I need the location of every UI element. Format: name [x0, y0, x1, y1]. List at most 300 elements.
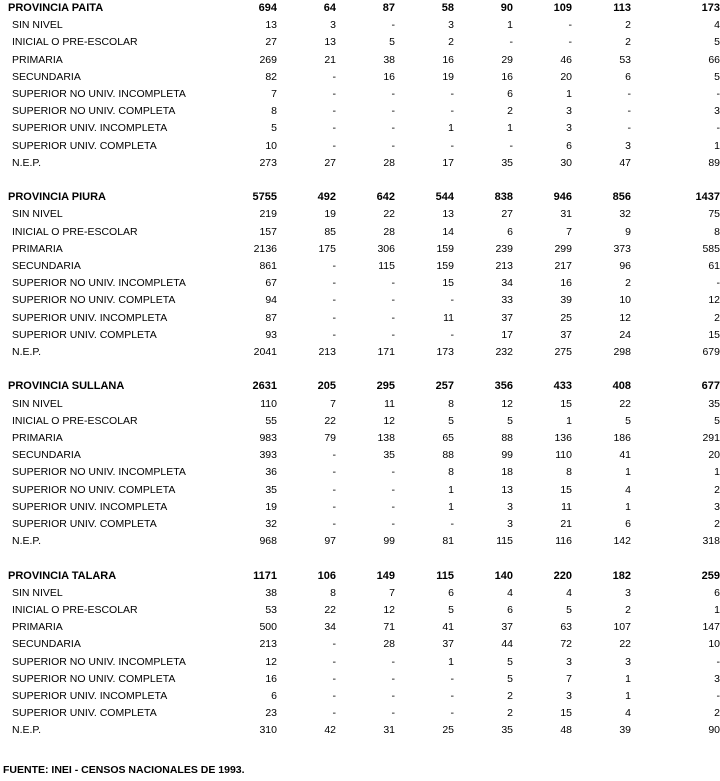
value-cell: 82: [265, 70, 277, 83]
value-cell: 5: [448, 414, 454, 427]
value-cell: 39: [560, 294, 572, 307]
table-row: [0, 138, 720, 155]
value-cell: 7: [566, 225, 572, 238]
value-cell: -: [391, 466, 395, 479]
value-cell: -: [716, 655, 720, 668]
education-level-label: INICIAL O PRE-ESCOLAR: [12, 36, 138, 49]
value-cell: -: [332, 672, 336, 685]
value-cell: 4: [507, 586, 513, 599]
value-cell: 96: [619, 260, 631, 273]
value-cell: 136: [554, 432, 572, 445]
education-level-label: SUPERIOR NO UNIV. COMPLETA: [12, 105, 176, 118]
education-level-label: PRIMARIA: [12, 432, 63, 445]
value-cell: 147: [702, 621, 720, 634]
education-level-label: SUPERIOR NO UNIV. INCOMPLETA: [12, 466, 186, 479]
value-cell: 2: [625, 604, 631, 617]
value-cell: 65: [442, 432, 454, 445]
province-total-cell: 433: [553, 380, 572, 393]
education-level-label: SUPERIOR UNIV. INCOMPLETA: [12, 122, 168, 135]
value-cell: 90: [708, 724, 720, 737]
education-level-label: INICIAL O PRE-ESCOLAR: [12, 225, 138, 238]
province-total-cell: 257: [435, 380, 454, 393]
value-cell: -: [332, 449, 336, 462]
value-cell: -: [332, 638, 336, 651]
value-cell: -: [391, 139, 395, 152]
province-total-cell: 856: [612, 191, 631, 204]
value-cell: 94: [265, 294, 277, 307]
value-cell: 33: [501, 294, 513, 307]
table-row: [0, 17, 720, 34]
value-cell: -: [627, 88, 631, 101]
province-total-cell: 677: [701, 380, 720, 393]
education-level-label: SUPERIOR NO UNIV. INCOMPLETA: [12, 655, 186, 668]
value-cell: -: [391, 500, 395, 513]
value-cell: 28: [383, 225, 395, 238]
province-header-row: [0, 568, 720, 585]
value-cell: 1: [625, 672, 631, 685]
value-cell: 30: [560, 156, 572, 169]
value-cell: 175: [318, 242, 336, 255]
value-cell: -: [627, 122, 631, 135]
province-total-cell: 838: [494, 191, 513, 204]
value-cell: 6: [566, 139, 572, 152]
value-cell: 679: [702, 346, 720, 359]
value-cell: 8: [330, 586, 336, 599]
value-cell: 5: [714, 70, 720, 83]
value-cell: 6: [507, 225, 513, 238]
value-cell: -: [332, 105, 336, 118]
education-level-label: SECUNDARIA: [12, 638, 81, 651]
education-level-label: SIN NIVEL: [12, 208, 63, 221]
province-total-cell: 109: [553, 2, 572, 14]
value-cell: 1: [566, 414, 572, 427]
value-cell: 1: [714, 604, 720, 617]
education-level-label: N.E.P.: [12, 724, 41, 737]
value-cell: 213: [495, 260, 513, 273]
province-total-cell: 642: [376, 191, 395, 204]
education-level-label: N.E.P.: [12, 156, 41, 169]
value-cell: 85: [324, 225, 336, 238]
value-cell: 2: [714, 311, 720, 324]
province-total-cell: 90: [500, 2, 513, 14]
value-cell: 1: [566, 88, 572, 101]
value-cell: -: [332, 690, 336, 703]
value-cell: 110: [260, 397, 277, 410]
value-cell: 5: [389, 36, 395, 49]
source-note: FUENTE: INEI - CENSOS NACIONALES DE 1993.: [3, 764, 245, 776]
value-cell: 5: [625, 414, 631, 427]
education-level-label: PRIMARIA: [12, 242, 63, 255]
table-row: [0, 292, 720, 309]
value-cell: 22: [324, 604, 336, 617]
value-cell: 99: [383, 535, 395, 548]
province-total-cell: 694: [258, 2, 277, 14]
value-cell: 2041: [253, 346, 277, 359]
value-cell: -: [568, 19, 572, 32]
section-spacer: [0, 550, 720, 567]
province-total-cell: 492: [317, 191, 336, 204]
value-cell: 13: [442, 208, 454, 221]
value-cell: -: [391, 707, 395, 720]
value-cell: 1: [507, 122, 513, 135]
value-cell: 93: [265, 328, 277, 341]
value-cell: 15: [560, 483, 572, 496]
value-cell: 3: [714, 500, 720, 513]
province-total-cell: 220: [553, 569, 572, 582]
value-cell: 186: [613, 432, 631, 445]
value-cell: 500: [259, 621, 277, 634]
value-cell: -: [332, 122, 336, 135]
value-cell: 3: [330, 19, 336, 32]
value-cell: 8: [448, 397, 454, 410]
value-cell: 3: [507, 500, 513, 513]
section-spacer: [0, 361, 720, 378]
value-cell: 3: [566, 122, 572, 135]
province-name: PROVINCIA PAITA: [8, 2, 104, 14]
value-cell: -: [332, 707, 336, 720]
value-cell: 12: [383, 414, 395, 427]
value-cell: 24: [619, 328, 631, 341]
value-cell: -: [391, 690, 395, 703]
value-cell: 1: [448, 500, 454, 513]
value-cell: -: [332, 139, 336, 152]
table-row: [0, 52, 720, 69]
value-cell: 35: [708, 397, 720, 410]
value-cell: -: [332, 500, 336, 513]
value-cell: 19: [442, 70, 454, 83]
value-cell: 15: [708, 328, 720, 341]
table-row: [0, 516, 720, 533]
value-cell: 22: [324, 414, 336, 427]
value-cell: 72: [560, 638, 572, 651]
value-cell: 6: [625, 70, 631, 83]
province-total-cell: 113: [613, 2, 631, 14]
table-row: [0, 241, 720, 258]
province-header-row: [0, 378, 720, 395]
value-cell: 3: [625, 139, 631, 152]
value-cell: 159: [436, 260, 454, 273]
section-spacer: [0, 172, 720, 189]
table-row: [0, 155, 720, 172]
value-cell: -: [450, 690, 454, 703]
value-cell: 25: [560, 311, 572, 324]
table-row: [0, 120, 720, 137]
education-level-label: SUPERIOR UNIV. INCOMPLETA: [12, 690, 168, 703]
value-cell: 15: [560, 397, 572, 410]
value-cell: 34: [324, 621, 336, 634]
value-cell: -: [332, 260, 336, 273]
province-total-cell: 106: [317, 569, 336, 582]
value-cell: -: [391, 294, 395, 307]
value-cell: 7: [330, 397, 336, 410]
value-cell: 318: [702, 535, 720, 548]
value-cell: 11: [384, 397, 395, 410]
value-cell: 11: [443, 311, 454, 324]
value-cell: -: [716, 122, 720, 135]
value-cell: 71: [383, 621, 395, 634]
value-cell: 12: [383, 604, 395, 617]
value-cell: 89: [708, 156, 720, 169]
value-cell: 138: [377, 432, 395, 445]
value-cell: 5: [714, 414, 720, 427]
value-cell: 41: [442, 621, 454, 634]
value-cell: 5: [507, 672, 513, 685]
value-cell: 21: [324, 53, 336, 66]
education-level-label: SUPERIOR UNIV. COMPLETA: [12, 328, 157, 341]
value-cell: 75: [708, 208, 720, 221]
value-cell: -: [391, 328, 395, 341]
value-cell: 29: [501, 53, 513, 66]
table-row: [0, 206, 720, 223]
value-cell: 157: [259, 225, 277, 238]
value-cell: 2: [714, 518, 720, 531]
table-row: [0, 310, 720, 327]
value-cell: 37: [501, 311, 513, 324]
value-cell: 6: [507, 88, 513, 101]
education-level-label: SUPERIOR UNIV. INCOMPLETA: [12, 500, 168, 513]
value-cell: 48: [560, 724, 572, 737]
education-level-label: INICIAL O PRE-ESCOLAR: [12, 414, 138, 427]
value-cell: 115: [378, 260, 395, 273]
value-cell: 81: [442, 535, 454, 548]
education-level-label: N.E.P.: [12, 346, 41, 359]
value-cell: 19: [265, 500, 277, 513]
value-cell: 20: [708, 449, 720, 462]
value-cell: -: [332, 328, 336, 341]
value-cell: 2136: [253, 242, 277, 255]
value-cell: 5: [714, 36, 720, 49]
value-cell: 37: [501, 621, 513, 634]
value-cell: 53: [619, 53, 631, 66]
value-cell: 23: [265, 707, 277, 720]
value-cell: 38: [383, 53, 395, 66]
education-level-label: SECUNDARIA: [12, 70, 81, 83]
value-cell: 273: [259, 156, 277, 169]
province-total-cell: 205: [317, 380, 336, 393]
value-cell: -: [391, 672, 395, 685]
value-cell: 219: [259, 208, 277, 221]
value-cell: -: [450, 139, 454, 152]
value-cell: 275: [554, 346, 572, 359]
education-level-label: INICIAL O PRE-ESCOLAR: [12, 604, 138, 617]
value-cell: -: [391, 88, 395, 101]
value-cell: 61: [708, 260, 720, 273]
value-cell: 35: [265, 483, 277, 496]
value-cell: 35: [501, 156, 513, 169]
table-row: [0, 447, 720, 464]
value-cell: 1: [714, 139, 720, 152]
value-cell: 27: [265, 36, 277, 49]
value-cell: 6: [271, 690, 277, 703]
education-level-label: N.E.P.: [12, 535, 41, 548]
value-cell: 22: [383, 208, 395, 221]
value-cell: 2: [625, 36, 631, 49]
province-total-cell: 182: [612, 569, 631, 582]
value-cell: 13: [501, 483, 513, 496]
value-cell: 32: [265, 518, 277, 531]
value-cell: 17: [442, 156, 454, 169]
value-cell: 2: [625, 19, 631, 32]
value-cell: 97: [324, 535, 336, 548]
value-cell: -: [716, 690, 720, 703]
value-cell: 2: [507, 690, 513, 703]
table-row: [0, 499, 720, 516]
education-level-label: SUPERIOR NO UNIV. INCOMPLETA: [12, 88, 186, 101]
province-total-cell: 58: [441, 2, 454, 14]
value-cell: -: [450, 294, 454, 307]
value-cell: 8: [271, 105, 277, 118]
value-cell: 4: [625, 483, 631, 496]
value-cell: 21: [560, 518, 572, 531]
value-cell: 17: [501, 328, 513, 341]
value-cell: 217: [554, 260, 572, 273]
value-cell: -: [391, 655, 395, 668]
value-cell: 239: [495, 242, 513, 255]
value-cell: 88: [501, 432, 513, 445]
value-cell: 27: [324, 156, 336, 169]
education-level-label: SUPERIOR UNIV. COMPLETA: [12, 518, 157, 531]
province-total-cell: 259: [701, 569, 720, 582]
value-cell: 4: [625, 707, 631, 720]
value-cell: -: [391, 518, 395, 531]
education-level-label: SUPERIOR NO UNIV. COMPLETA: [12, 483, 176, 496]
value-cell: 12: [501, 397, 513, 410]
province-total-cell: 295: [376, 380, 395, 393]
education-level-label: SUPERIOR NO UNIV. COMPLETA: [12, 294, 176, 307]
value-cell: 10: [265, 139, 277, 152]
value-cell: 28: [383, 156, 395, 169]
value-cell: 1: [448, 122, 454, 135]
value-cell: 3: [566, 105, 572, 118]
table-row: [0, 344, 720, 361]
value-cell: 99: [501, 449, 513, 462]
value-cell: 7: [389, 586, 395, 599]
value-cell: 37: [442, 638, 454, 651]
value-cell: 310: [259, 724, 277, 737]
value-cell: 298: [613, 346, 631, 359]
value-cell: 2: [714, 483, 720, 496]
table-row: [0, 533, 720, 550]
value-cell: 5: [507, 414, 513, 427]
education-level-label: PRIMARIA: [12, 53, 63, 66]
value-cell: 3: [714, 672, 720, 685]
education-level-label: SIN NIVEL: [12, 586, 63, 599]
value-cell: 3: [566, 655, 572, 668]
province-total-cell: 946: [553, 191, 572, 204]
education-level-label: SUPERIOR UNIV. COMPLETA: [12, 139, 157, 152]
value-cell: -: [391, 19, 395, 32]
value-cell: 1: [448, 483, 454, 496]
value-cell: 8: [566, 466, 572, 479]
value-cell: 1: [625, 500, 631, 513]
value-cell: 1: [625, 466, 631, 479]
value-cell: -: [450, 328, 454, 341]
province-total-cell: 173: [701, 2, 720, 14]
province-total-cell: 1437: [695, 191, 720, 204]
table-row: [0, 722, 720, 739]
value-cell: 861: [259, 260, 277, 273]
value-cell: 213: [259, 638, 277, 651]
table-row: [0, 327, 720, 344]
province-header-row: [0, 0, 720, 17]
value-cell: 2: [448, 36, 454, 49]
value-cell: 79: [324, 432, 336, 445]
table-row: [0, 482, 720, 499]
value-cell: 15: [560, 707, 572, 720]
value-cell: 107: [613, 621, 631, 634]
value-cell: 306: [377, 242, 395, 255]
spacer-cell: [0, 550, 720, 567]
value-cell: 2: [507, 105, 513, 118]
value-cell: 41: [619, 449, 631, 462]
value-cell: 393: [259, 449, 277, 462]
value-cell: -: [332, 88, 336, 101]
value-cell: 1: [625, 690, 631, 703]
value-cell: 968: [259, 535, 277, 548]
value-cell: 12: [708, 294, 720, 307]
province-total-cell: 544: [435, 191, 454, 204]
province-total-cell: 149: [376, 569, 395, 582]
value-cell: 2: [507, 707, 513, 720]
value-cell: 18: [501, 466, 513, 479]
value-cell: 3: [448, 19, 454, 32]
value-cell: -: [450, 105, 454, 118]
value-cell: -: [391, 105, 395, 118]
education-level-label: SUPERIOR NO UNIV. INCOMPLETA: [12, 277, 186, 290]
value-cell: 5: [507, 655, 513, 668]
value-cell: -: [450, 518, 454, 531]
value-cell: -: [509, 139, 513, 152]
value-cell: 38: [265, 586, 277, 599]
value-cell: 44: [501, 638, 513, 651]
table-row: [0, 619, 720, 636]
table-row: [0, 224, 720, 241]
education-level-label: SECUNDARIA: [12, 260, 81, 273]
value-cell: 2: [625, 277, 631, 290]
table-row: [0, 705, 720, 722]
value-cell: 36: [265, 466, 277, 479]
value-cell: 269: [259, 53, 277, 66]
value-cell: 5: [566, 604, 572, 617]
table-row: [0, 413, 720, 430]
value-cell: 2: [714, 707, 720, 720]
value-cell: 87: [265, 311, 277, 324]
value-cell: 9: [625, 225, 631, 238]
value-cell: -: [332, 311, 336, 324]
value-cell: 16: [501, 70, 513, 83]
value-cell: 8: [714, 225, 720, 238]
province-total-cell: 87: [382, 2, 395, 14]
spacer-cell: [0, 361, 720, 378]
table-row: [0, 671, 720, 688]
education-level-label: PRIMARIA: [12, 621, 63, 634]
value-cell: 37: [560, 328, 572, 341]
value-cell: 983: [259, 432, 277, 445]
province-total-cell: 64: [323, 2, 336, 14]
value-cell: 10: [619, 294, 631, 307]
value-cell: 47: [619, 156, 631, 169]
value-cell: 67: [265, 277, 277, 290]
value-cell: 373: [613, 242, 631, 255]
value-cell: 1: [714, 466, 720, 479]
value-cell: 6: [625, 518, 631, 531]
value-cell: -: [332, 70, 336, 83]
value-cell: -: [568, 36, 572, 49]
value-cell: 3: [566, 690, 572, 703]
spacer-cell: [0, 172, 720, 189]
value-cell: 22: [619, 397, 631, 410]
table-row: [0, 86, 720, 103]
